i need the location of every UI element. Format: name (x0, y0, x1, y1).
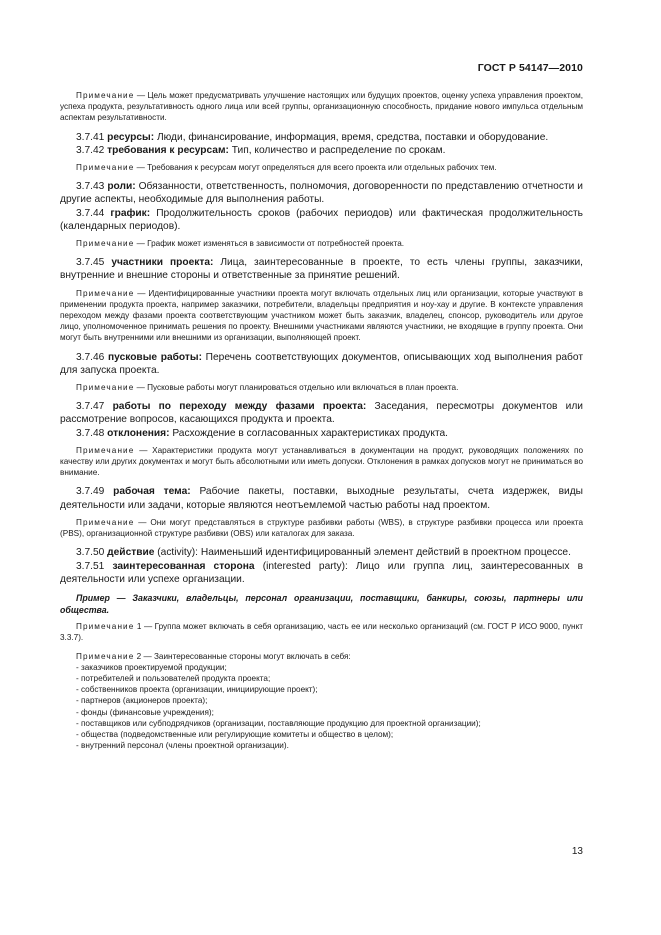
note-label: Примечание (76, 445, 135, 455)
list-item: - фонды (финансовые учреждения); (76, 707, 214, 717)
term-name: пусковые работы: (108, 351, 202, 363)
list-item: - потребителей и пользователей продукта проекта; (76, 673, 271, 683)
note-paragraph (60, 651, 583, 662)
list-item: - общества (подведомственные или регулирующие комитеты и общество в целом); (76, 729, 394, 739)
term-number: 3.7.43 (76, 181, 105, 193)
term-name: действие (107, 547, 155, 559)
note-label: Примечание (76, 651, 135, 661)
note-paragraph (60, 382, 583, 393)
note-label: Примечание (76, 383, 135, 393)
note-text: — Группа может включать в себя организацию, часть ее или несколько организаций (см. ГОСТ Р ИСО 9000, пункт 3.3.7). (60, 622, 584, 643)
term-3-7-51 (60, 560, 583, 586)
term-3-7-46 (60, 351, 583, 377)
note-label: Примечание (76, 91, 135, 100)
term-name: график: (110, 207, 151, 219)
term-definition: Продолжительность сроков (рабочих периодов) или фактическая продолжительность (календарных периодов). (60, 207, 583, 232)
note-number: 1 (136, 622, 142, 632)
list-item: - поставщиков или субподрядчиков (организации, поставляющие продукцию для проектной организации); (76, 718, 481, 728)
note-paragraph (60, 621, 583, 643)
term-name: роли: (107, 181, 136, 193)
term-3-7-50 (60, 546, 583, 559)
term-name: ресурсы: (107, 131, 155, 143)
note-text: — Цель может предусматривать улучшение настоящих или будущих проектов, оценку успеха управления проектом, успеха продукта, результативность одного лица или всей группы, организационную способность, придание нового импульса отдельным аспектам результативности. (60, 91, 584, 123)
term-name: отклонения: (107, 427, 170, 439)
term-definition: Лица, заинтересованные в проекте, то есть члены группы, заказчики, внутренние и внешние стороны и ответственные за принятие решений. (60, 257, 583, 282)
term-number: 3.7.41 (76, 131, 105, 143)
note-label: Примечание (76, 163, 135, 173)
list-item: - партнеров (акционеров проекта); (76, 696, 208, 706)
note-text: — Пусковые работы могут планироваться отдельно или включаться в план проекта. (136, 383, 459, 393)
term-definition: Люди, финансирование, информация, время, средства, поставки и оборудование. (156, 131, 549, 143)
note-paragraph (60, 517, 583, 539)
term-number: 3.7.42 (76, 144, 105, 156)
example-paragraph: Пример — Заказчики, владельцы, персонал организации, поставщики, банкиры, союзы, партнеры или общества. (60, 592, 583, 615)
term-definition: Тип, количество и распределение по срокам. (231, 144, 446, 156)
note-text: — График может изменяться в зависимости от потребностей проекта. (136, 239, 405, 249)
term-3-7-49 (60, 485, 583, 511)
note-text: — Характеристики продукта могут устанавливаться в документации на продукт, руководящих положениях по качеству или других документах и могут быть абсолютными или иметь допуски. Отклонения в рамках допусков могут не приниматься во внимание. (60, 445, 583, 478)
list-item: - собственников проекта (организации, инициирующие проект); (76, 685, 318, 695)
term-3-7-48 (60, 427, 583, 440)
term-3-7-42 (60, 144, 583, 157)
note-label: Примечание (76, 622, 135, 632)
term-3-7-45 (60, 256, 583, 282)
term-definition: Заседания, пересмотры документов или рассмотрение вопросов, касающихся продукта и проекта. (60, 401, 583, 426)
term-3-7-44 (60, 207, 583, 233)
list-item: - заказчиков проектируемой продукции; (76, 662, 227, 672)
note-text: — Идентифицированные участники проекта могут включать отдельных лиц или организации, которые участвуют в применении продукта проекта, например заказчики, потребители, владельцы предприятия и ноу-хау и другие. В контексте управления переходом между фазами проекта соответствующим участником может быть заказчик, владелец, спонсор, руководитель или другое лицо, уполномоченное принимать решения по проекту. Внешними участниками являются участники, не входящие в группу проекта. Они могут быть внутренними или внешними из организации, выполняющей проект. (60, 288, 583, 343)
note-paragraph (60, 162, 583, 173)
note-paragraph (60, 288, 583, 344)
term-name: рабочая тема: (113, 486, 191, 498)
term-definition: Рабочие пакеты, поставки, выходные результаты, счета издержек, виды деятельности или задачи, которые являются неотъемлемой частью работы над проектом. (60, 486, 583, 511)
page-number: 13 (571, 846, 583, 857)
note-paragraph (60, 238, 583, 249)
note-paragraph (60, 445, 583, 479)
term-name: участники проекта: (111, 257, 214, 269)
term-3-7-41 (60, 131, 583, 144)
list-item: - внутренний персонал (члены проектной организации). (76, 741, 289, 751)
document-code: ГОСТ Р 54147—2010 (477, 62, 583, 74)
term-name: требования к ресурсам: (107, 144, 229, 156)
term-definition: (interested party): Лицо или группа лиц, заинтересованных в деятельности или успехе организации. (60, 560, 583, 585)
term-number: 3.7.47 (76, 401, 105, 413)
term-number: 3.7.49 (76, 486, 105, 498)
document-body (60, 90, 583, 751)
note-paragraph (60, 90, 583, 124)
note-label: Примечание (76, 288, 135, 298)
term-number: 3.7.48 (76, 427, 105, 439)
term-3-7-47 (60, 400, 583, 426)
term-number: 3.7.44 (76, 207, 105, 219)
term-number: 3.7.46 (76, 351, 105, 363)
term-definition: (activity): Наименьший идентифицированный элемент действий в проектном процессе. (157, 547, 571, 559)
term-number: 3.7.51 (76, 560, 105, 572)
term-definition: Обязанности, ответственность, полномочия, договоренности по представлению отчетности и другие аспекты, необходимые для выполнения работы. (60, 181, 583, 206)
term-definition: Расхождение в согласованных характеристиках продукта. (172, 427, 449, 439)
note-label: Примечание (76, 239, 135, 249)
note-text: — Они могут представляться в структуре разбивки работы (WBS), в структуре разбивки процесса или проекта (PBS), организационной структуре разбивки (OBS) или каталогах для заказа. (60, 517, 583, 539)
term-number: 3.7.50 (76, 547, 105, 559)
term-name: работы по переходу между фазами проекта: (112, 401, 367, 413)
note-text: — Требования к ресурсам могут определяться для всего проекта или отдельных рабочих тем. (136, 163, 497, 173)
stakeholder-list (60, 662, 583, 752)
term-number: 3.7.45 (76, 257, 105, 269)
note-label: Примечание (76, 517, 135, 527)
note-number: 2 (136, 651, 142, 661)
term-definition: Перечень соответствующих документов, описывающих ход выполнения работ для запуска проекта. (60, 351, 583, 376)
note-text: — Заинтересованные стороны могут включать в себя: (143, 651, 351, 661)
term-3-7-43 (60, 180, 583, 206)
term-name: заинтересованная сторона (112, 560, 255, 572)
